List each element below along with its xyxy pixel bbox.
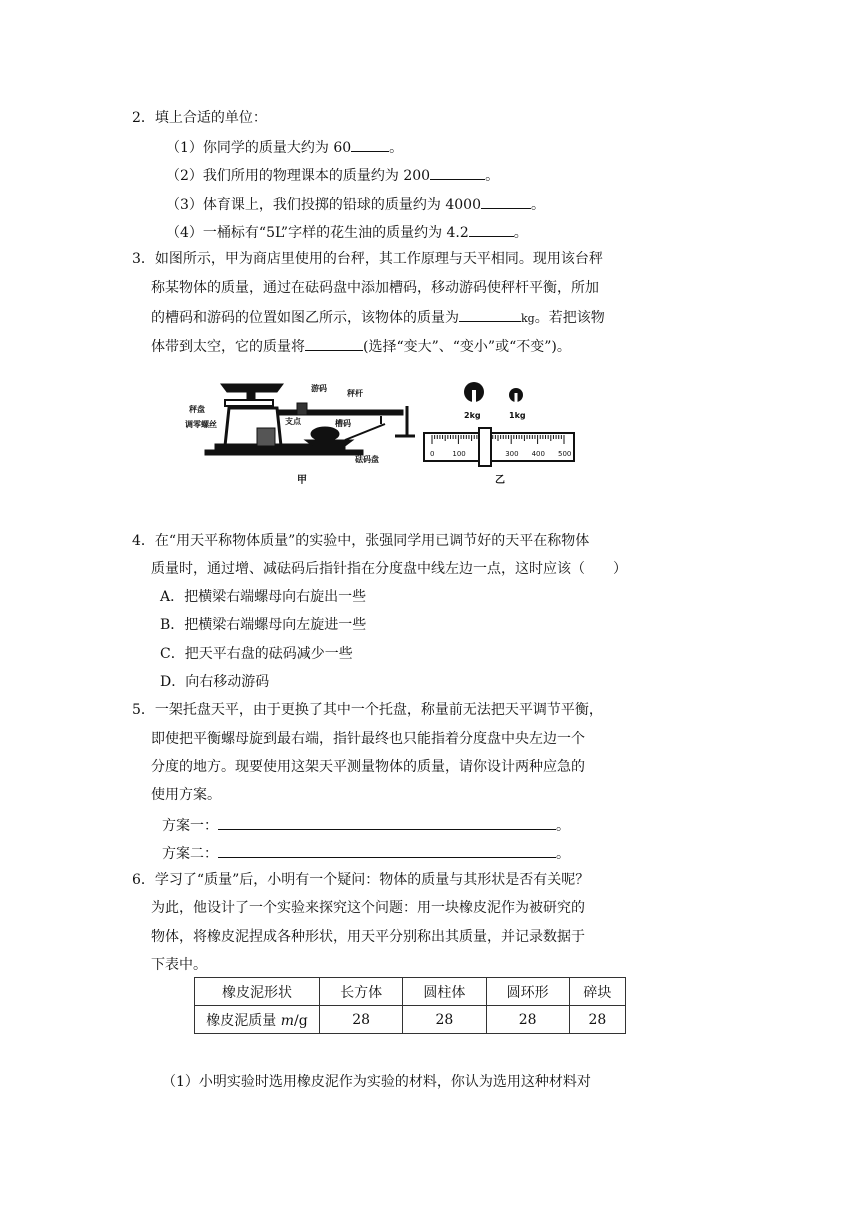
table-header-cell: 碎块	[569, 978, 625, 1006]
scale-beam	[277, 410, 403, 415]
q2-item-2-text: （2）我们所用的物理课本的质量约为 200	[166, 168, 431, 184]
row-label-unit: /g	[294, 1012, 308, 1029]
label-weight-pan: 砝码盘	[355, 455, 379, 464]
q2-item-4-end: 。	[513, 225, 528, 241]
label-beam: 秤杆	[347, 389, 363, 398]
q2-item-3	[166, 194, 545, 214]
q2-title: 2．填上合适的单位：	[132, 110, 267, 126]
weight-1kg-label: 1kg	[509, 411, 526, 420]
q3-line-2: 称某物体的质量，通过在砝码盘中添加槽码，移动游码使秤杆平衡，所加	[151, 280, 599, 296]
q5-plan-1-end: 。	[556, 818, 570, 834]
label-screw: 调零螺丝	[185, 420, 217, 429]
q6-line-4: 下表中。	[151, 957, 207, 973]
table-header-cell: 长方体	[320, 978, 403, 1006]
unit-kg: kg	[521, 312, 535, 325]
figure-yi-scale	[420, 378, 580, 488]
table-header-cell: 橡皮泥形状	[195, 978, 320, 1006]
rider	[297, 403, 307, 415]
answer-blank[interactable]	[459, 307, 521, 322]
q3-line-3	[151, 307, 605, 328]
row-label-text: 橡皮泥质量	[206, 1012, 281, 1029]
scale-tick-label: 0	[430, 450, 435, 458]
q3-line-3-text: 的槽码和游码的位置如图乙所示，该物体的质量为	[151, 310, 459, 326]
q5-plan-2-label: 方案二：	[162, 846, 218, 862]
q4-option-c[interactable]: C．把天平右盘的砝码减少一些	[160, 646, 353, 662]
q2-item-1-end: 。	[389, 140, 404, 156]
table-row-label	[195, 1006, 320, 1034]
answer-blank[interactable]	[218, 843, 556, 858]
table-header-cell: 圆柱体	[403, 978, 486, 1006]
q5-line-3: 分度的地方。现要使用这架天平测量物体的质量，请你设计两种应急的	[151, 759, 585, 775]
scale-tick-label: 300	[505, 450, 519, 458]
weight-2kg-label: 2kg	[464, 411, 481, 420]
table-cell: 28	[320, 1006, 403, 1034]
row-label-var: m	[280, 1012, 295, 1029]
answer-blank[interactable]	[218, 815, 556, 830]
mass-shape-table	[194, 977, 626, 1034]
q6-line-3: 物体，将橡皮泥捏成各种形状，用天平分别称出其质量，并记录数据于	[151, 929, 585, 945]
q2-item-4	[166, 222, 528, 242]
label-slot: 槽码	[335, 419, 351, 428]
slot-weights	[311, 427, 339, 441]
q2-item-4-text: （4）一桶标有“5L”字样的花生油的质量约为 4.2	[166, 225, 469, 241]
scale-pan	[221, 384, 283, 392]
table-header-cell: 圆环形	[486, 978, 569, 1006]
q5-plan-1-label: 方案一：	[162, 818, 218, 834]
q4-line-2: 质量时，通过增、减砝码后指针指在分度盘中线左边一点，这时应该（ ）	[151, 561, 627, 577]
q5-line-2: 即使把平衡螺母旋到最右端，指针最终也只能指着分度盘中央左边一个	[151, 731, 585, 747]
rider-marker	[479, 428, 491, 466]
q4-option-a[interactable]: A．把横梁右端螺母向右旋出一些	[160, 589, 367, 605]
table-cell: 28	[403, 1006, 486, 1034]
q5-plan-2	[162, 843, 570, 863]
q2-item-3-end: 。	[531, 197, 545, 213]
caption-yi: 乙	[495, 475, 505, 486]
q6-sub-1: （1）小明实验时选用橡皮泥作为实验的材料，你认为选用这种材料对	[162, 1074, 591, 1090]
q3-line-4	[151, 336, 571, 356]
scale-tick-label: 500	[558, 450, 572, 458]
figure-jia-scale	[185, 378, 420, 488]
table-cell: 28	[486, 1006, 569, 1034]
q3-line-4-end: (选择“变大”、“变小”或“不变”)。	[363, 339, 571, 355]
answer-blank[interactable]	[351, 137, 389, 152]
answer-blank[interactable]	[469, 222, 514, 237]
label-pan: 秤盘	[189, 405, 205, 414]
q6-line-2: 为此，他设计了一个实验来探究这个问题：用一块橡皮泥作为被研究的	[151, 900, 585, 916]
table-cell: 28	[569, 1006, 625, 1034]
label-fulcrum: 支点	[285, 417, 301, 426]
label-rider: 游码	[311, 384, 327, 393]
answer-blank[interactable]	[481, 194, 531, 209]
q5-plan-2-end: 。	[556, 846, 570, 862]
q2-item-2-end: 。	[485, 168, 500, 184]
q3-line-4-text: 体带到太空，它的质量将	[151, 339, 305, 355]
q2-item-1	[166, 137, 403, 157]
q4-option-b[interactable]: B．把横梁右端螺母向左旋进一些	[160, 617, 367, 633]
scale-tick-label: 400	[531, 450, 545, 458]
scale-tick-label: 100	[452, 450, 466, 458]
q4-line-1: 4．在“用天平称物体质量”的实验中，张强同学用已调节好的天平在称物体	[132, 533, 590, 549]
table-header-row	[195, 978, 626, 1006]
q5-line-4: 使用方案。	[151, 787, 221, 803]
answer-blank[interactable]	[305, 336, 363, 351]
answer-blank[interactable]	[430, 165, 485, 180]
caption-jia: 甲	[297, 475, 307, 486]
q5-plan-1	[162, 815, 570, 835]
table-row	[195, 1006, 626, 1034]
q2-item-1-text: （1）你同学的质量大约为 60	[166, 140, 352, 156]
rider-scale	[424, 433, 574, 461]
q6-line-1: 6．学习了“质量”后，小明有一个疑问：物体的质量与其形状是否有关呢？	[132, 872, 590, 888]
q3-line-1: 3．如图所示，甲为商店里使用的台秤，其工作原理与天平相同。现用该台秤	[132, 251, 603, 267]
q5-line-1: 5．一架托盘天平，由于更换了其中一个托盘，称量前无法把天平调节平衡，	[132, 702, 603, 718]
q3-line-3-end: 。若把该物	[534, 310, 605, 326]
q2-item-2	[166, 165, 499, 185]
q4-option-d[interactable]: D．向右移动游码	[160, 674, 270, 690]
q2-item-3-text: （3）体育课上，我们投掷的铅球的质量约为 4000	[166, 197, 481, 213]
